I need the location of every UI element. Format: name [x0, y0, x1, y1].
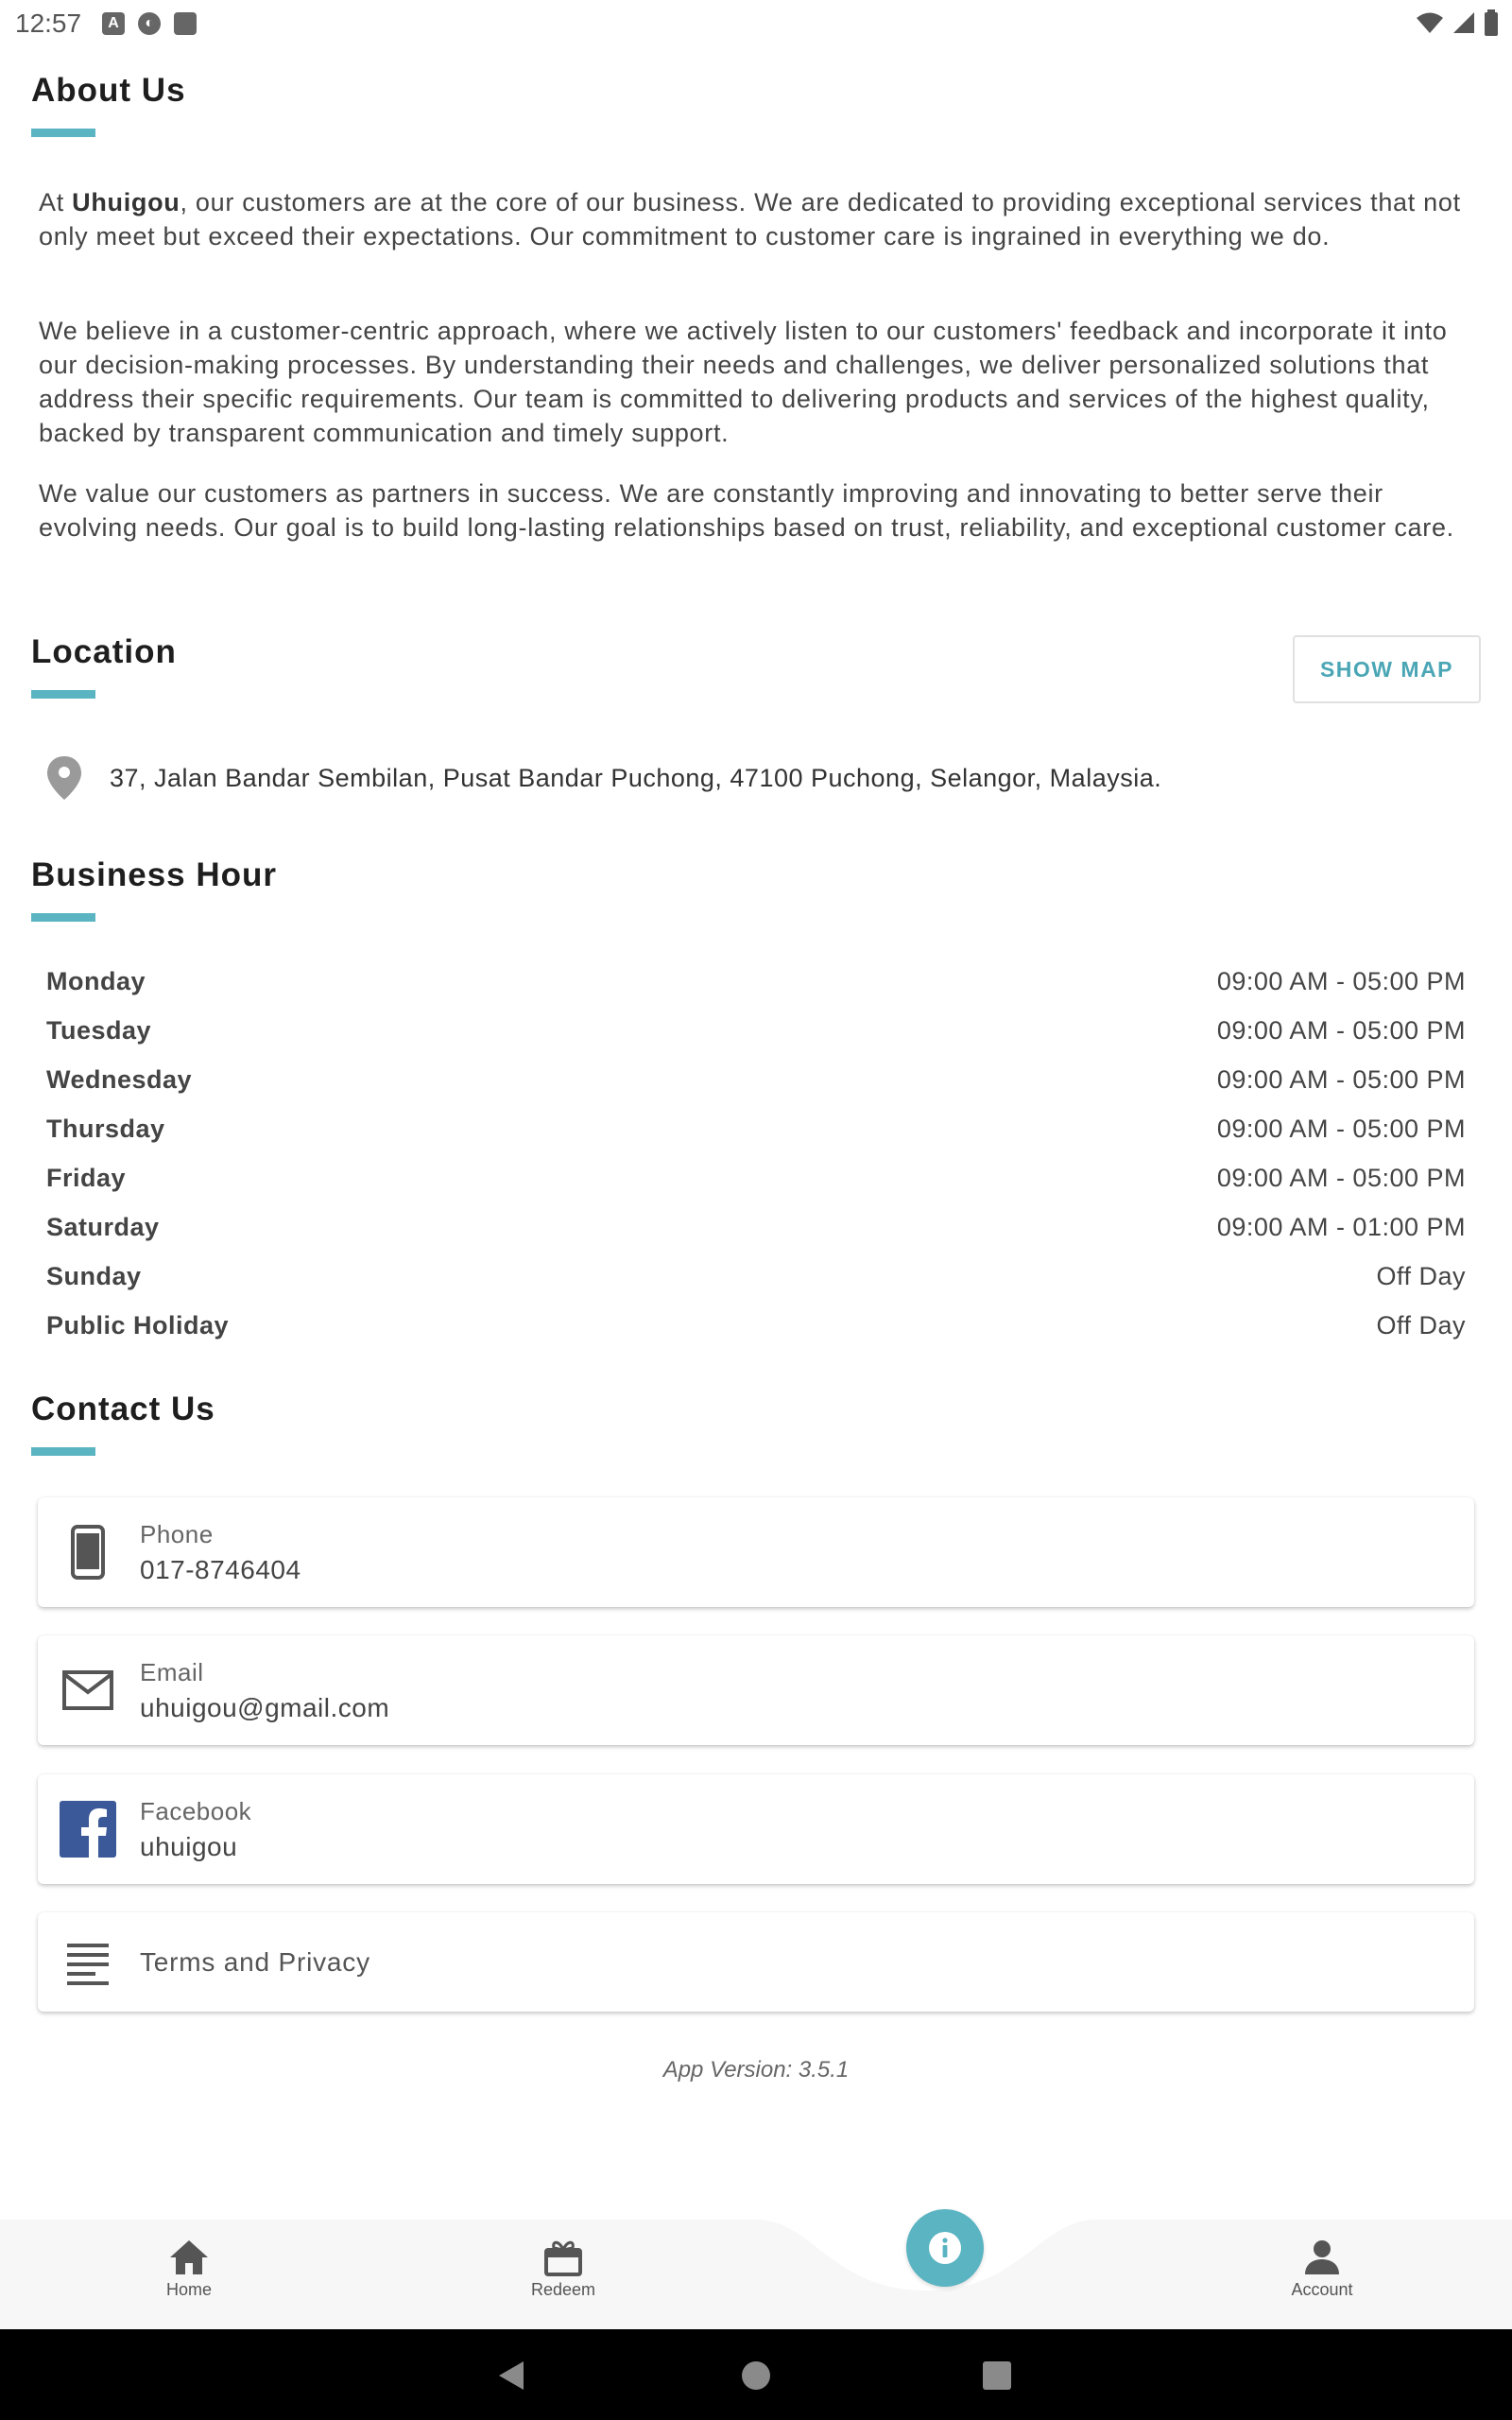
status-bar [0, 0, 1512, 47]
gift-icon [542, 2238, 584, 2276]
hour-row [46, 1006, 1466, 1055]
facebook-label: Facebook [140, 1796, 252, 1825]
hour-row [46, 1301, 1466, 1350]
terms-card[interactable] [38, 1912, 1474, 2012]
sd-card-icon [174, 12, 197, 35]
signal-icon [1452, 10, 1476, 35]
system-navigation-bar [0, 2329, 1512, 2420]
hour-day: Tuesday [46, 1015, 152, 1045]
facebook-card[interactable] [38, 1774, 1474, 1884]
nav-account-label: Account [1291, 2280, 1353, 2299]
nav-home-label: Home [165, 2280, 212, 2299]
email-label: Email [140, 1657, 204, 1686]
info-icon [928, 2231, 962, 2265]
nav-redeem-label: Redeem [530, 2280, 596, 2299]
hour-row [46, 1104, 1466, 1153]
hour-day: Saturday [46, 1212, 160, 1241]
location-row [45, 754, 1161, 802]
location-address: 37, Jalan Bandar Sembilan, Pusat Bandar Puchong, 47100 Puchong, Selangor, Malaysia. [110, 763, 1162, 792]
account-icon [1301, 2238, 1343, 2276]
nav-home[interactable] [132, 2238, 246, 2300]
mail-icon [60, 1662, 116, 1719]
hour-day: Sunday [46, 1261, 142, 1290]
hour-time: 09:00 AM - 05:00 PM [1216, 1015, 1466, 1045]
about-paragraph-1 [39, 185, 1475, 253]
phone-value: 017-8746404 [140, 1554, 301, 1584]
show-map-button[interactable]: SHOW MAP [1293, 635, 1481, 703]
facebook-icon [60, 1801, 116, 1858]
hour-time: 09:00 AM - 05:00 PM [1216, 1163, 1466, 1192]
about-p1-rest: , our customers are at the core of our business. We are dedicated to providing exceptional services that not only meet but exceed their expectations. Our commitment to customer care is ingrained in everything we do. [39, 188, 1461, 251]
wifi-icon [1416, 10, 1444, 35]
location-underline [31, 690, 95, 699]
map-pin-icon [45, 754, 83, 802]
info-fab-button[interactable] [906, 2209, 984, 2287]
nav-redeem[interactable] [507, 2238, 620, 2300]
email-value: uhuigou@gmail.com [140, 1692, 390, 1722]
hour-row [46, 1055, 1466, 1104]
phone-icon [60, 1524, 116, 1581]
recents-icon[interactable] [983, 2361, 1011, 2390]
business-hour-title: Business Hour [31, 856, 277, 893]
app-version: App Version: 3.5.1 [662, 2057, 850, 2083]
hour-row [46, 957, 1466, 1006]
hour-day: Public Holiday [46, 1310, 230, 1340]
hour-time: 09:00 AM - 05:00 PM [1216, 966, 1466, 995]
hour-row [46, 1202, 1466, 1252]
font-icon: A [102, 12, 125, 35]
location-title: Location [31, 633, 177, 670]
hour-time: 09:00 AM - 05:00 PM [1216, 1064, 1466, 1094]
about-underline [31, 129, 95, 137]
hour-time: 09:00 AM - 01:00 PM [1216, 1212, 1466, 1241]
nav-account[interactable] [1265, 2238, 1379, 2300]
status-system-icons [1416, 9, 1499, 36]
subject-lines-icon [60, 1934, 116, 1991]
email-card[interactable] [38, 1635, 1474, 1745]
facebook-value: uhuigou [140, 1831, 238, 1861]
phone-card[interactable] [38, 1497, 1474, 1607]
about-paragraph-2: We believe in a customer-centric approach, where we actively listen to our customers' feedback and incorporate it into our decision-making processes. By understanding their needs and challenges, we deliver personalized solutions that address their specific requirements. Our team is committed to delivering products and services of the highest quality, backed by transparent communication and timely support. [39, 317, 1448, 447]
home-icon [168, 2238, 210, 2276]
hour-row [46, 1252, 1466, 1301]
hour-day: Friday [46, 1163, 127, 1192]
business-hour-table [46, 957, 1466, 1350]
home-circle-icon[interactable] [741, 2360, 771, 2391]
hour-time: Off Day [1376, 1310, 1466, 1340]
hour-time: 09:00 AM - 05:00 PM [1216, 1114, 1466, 1143]
terms-label: Terms and Privacy [140, 1946, 370, 1977]
hour-time: Off Day [1376, 1261, 1466, 1290]
battery-icon [1484, 9, 1499, 36]
business-hour-underline [31, 913, 95, 922]
status-notification-icons [102, 12, 197, 35]
hour-day: Wednesday [46, 1064, 193, 1094]
status-time: 12:57 [15, 9, 82, 38]
phone-label: Phone [140, 1519, 214, 1548]
about-p1-prefix: At [39, 188, 73, 216]
hour-day: Thursday [46, 1114, 165, 1143]
contact-underline [31, 1447, 95, 1456]
hour-day: Monday [46, 966, 146, 995]
contact-title: Contact Us [31, 1391, 215, 1427]
back-icon[interactable] [495, 2360, 527, 2392]
sync-icon: ◐ [138, 12, 161, 35]
hour-row [46, 1153, 1466, 1202]
about-title: About Us [31, 72, 186, 109]
about-paragraph-3: We value our customers as partners in success. We are constantly improving and innovating to better serve their evolving needs. Our goal is to build long-lasting relationships based on trust, reliability, and exceptional customer care. [39, 479, 1454, 542]
about-brand: Uhuigou [72, 188, 180, 216]
